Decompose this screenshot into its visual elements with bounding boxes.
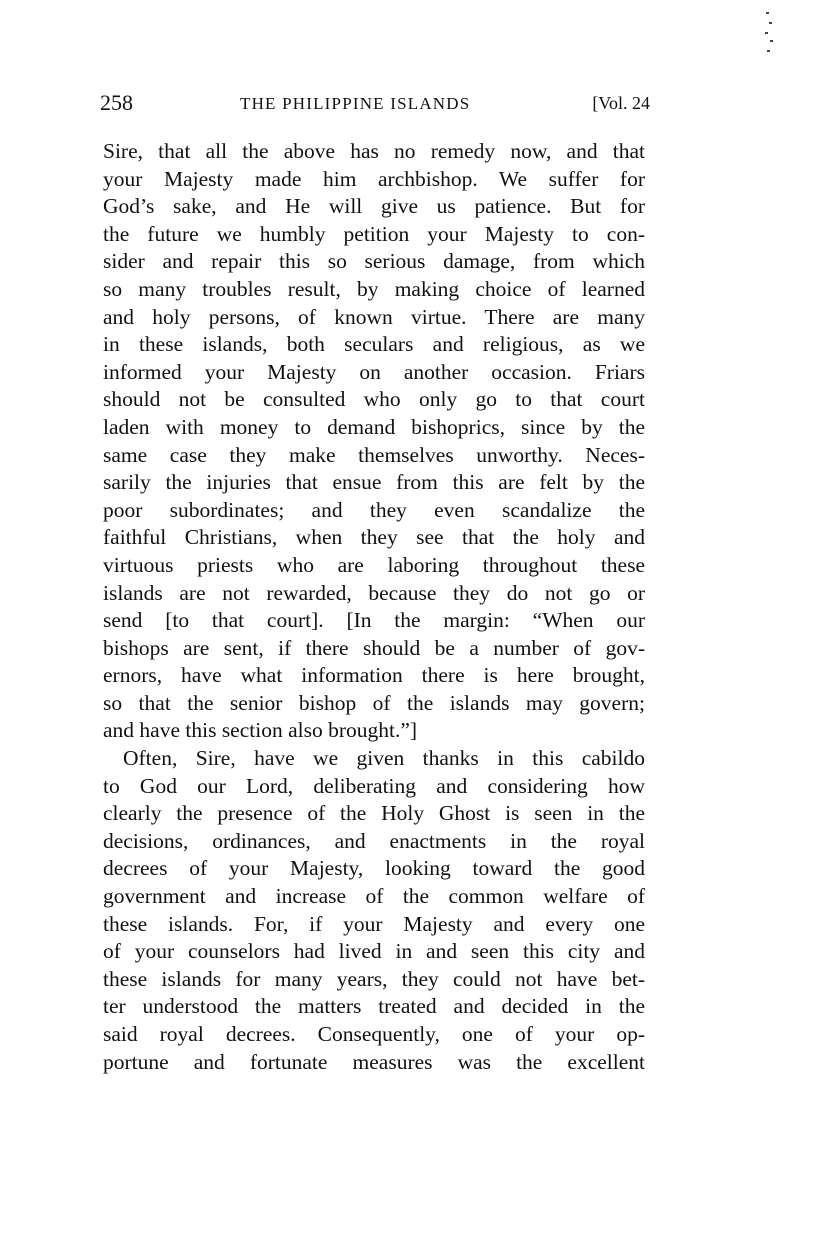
paragraph — [103, 745, 645, 1076]
text-line: so that the senior bishop of the islands may govern; — [103, 690, 645, 715]
text-line: Sire, that all the above has no remedy now, and that — [103, 139, 645, 163]
text-line: ernors, have what information there is here brought, — [103, 663, 645, 688]
text-line: sarily the injuries that ensue from this are felt by the — [103, 470, 645, 495]
text-line: virtuous priests who are laboring throughout these — [103, 552, 645, 577]
text-line: these islands for many years, they could not have bet- — [103, 966, 645, 991]
text-line: of your counselors had lived in and seen this city and — [103, 939, 645, 964]
text-line: bishops are sent, if there should be a number of gov- — [103, 635, 645, 660]
text-line: and holy persons, of known virtue. There are many — [103, 304, 645, 329]
text-line: so many troubles result, by making choice of learned — [103, 276, 645, 301]
text-line: faithful Christians, when they see that the holy and — [103, 525, 645, 550]
paragraph — [103, 138, 645, 745]
text-line: portune and fortunate measures was the excellent — [103, 1049, 645, 1074]
text-line: clearly the presence of the Holy Ghost is seen in the — [103, 801, 645, 826]
margin-specks — [764, 10, 774, 60]
text-line: said royal decrees. Consequently, one of your op- — [103, 1022, 645, 1046]
text-line: sider and repair this so serious damage, from which — [103, 249, 645, 274]
text-line: to God our Lord, deliberating and considering how — [103, 773, 645, 798]
body-text — [103, 138, 645, 1076]
text-line: informed your Majesty on another occasion. Friars — [103, 359, 645, 384]
text-line: God’s sake, and He will give us patience. But for — [103, 194, 645, 219]
text-line: Often, Sire, have we given thanks in this cabildo — [123, 746, 645, 771]
text-line: these islands. For, if your Majesty and every one — [103, 911, 645, 936]
page-header — [100, 90, 650, 120]
page-number: 258 — [100, 90, 133, 115]
running-title: THE PHILIPPINE ISLANDS — [240, 94, 471, 113]
text-line: send [to that court]. [In the margin: “When our — [103, 608, 645, 633]
text-line: and have this section also brought.”] — [103, 718, 418, 743]
text-line: in these islands, both seculars and religious, as we — [103, 332, 645, 357]
text-line: your Majesty made him archbishop. We suffer for — [103, 166, 645, 191]
text-line: same case they make themselves unworthy. Neces- — [103, 442, 645, 467]
text-line: islands are not rewarded, because they do not go or — [103, 580, 645, 605]
text-line: government and increase of the common welfare of — [103, 884, 645, 909]
text-line: decisions, ordinances, and enactments in the royal — [103, 828, 645, 853]
text-line: should not be consulted who only go to that court — [103, 387, 645, 412]
text-line: ter understood the matters treated and decided in the — [103, 994, 645, 1019]
text-line: decrees of your Majesty, looking toward the good — [103, 856, 645, 881]
volume-label: [Vol. 24 — [592, 93, 650, 113]
text-line: laden with money to demand bishoprics, since by the — [103, 414, 645, 439]
text-line: the future we humbly petition your Majesty to con- — [103, 221, 645, 246]
text-line: poor subordinates; and they even scandalize the — [103, 497, 645, 522]
